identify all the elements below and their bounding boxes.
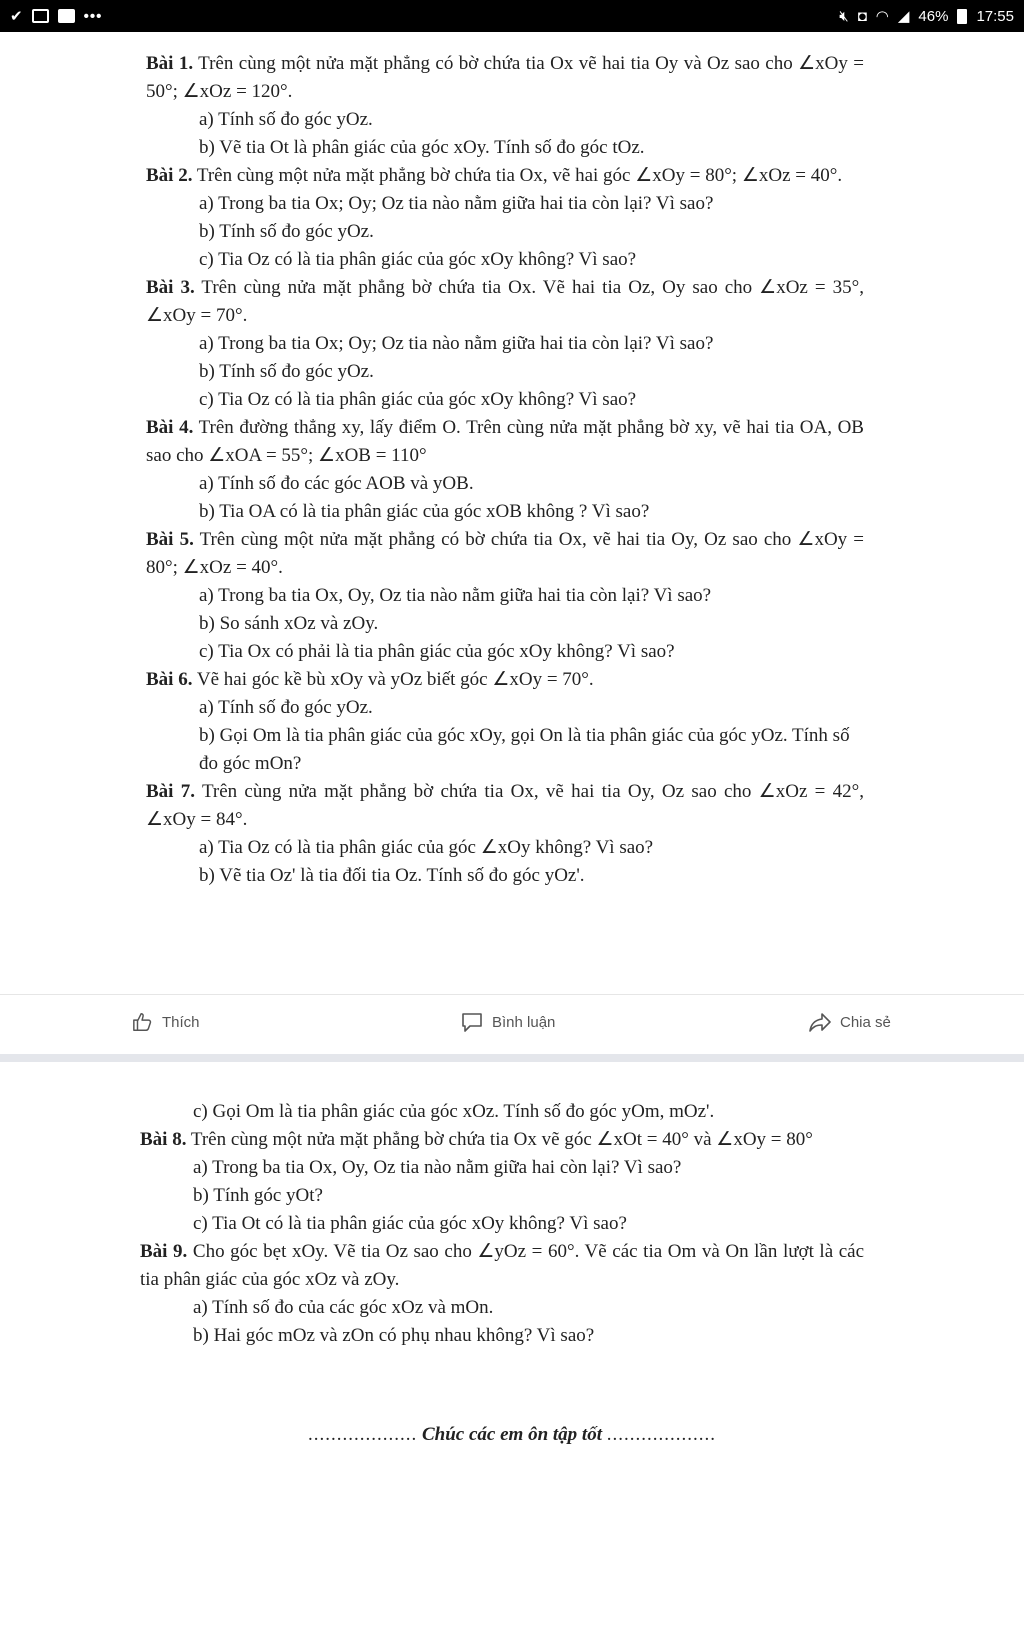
check-icon: ✔ — [10, 8, 23, 25]
gallery-icon — [58, 9, 75, 23]
exercise-text: Trên cùng nửa mặt phẳng bờ chứa tia Ox. Vẽ hai tia Oz, Oy sao cho ∠xOz = 35°, ∠xOy = 70°. — [146, 277, 864, 326]
image-icon — [32, 9, 49, 23]
exercise-text: Trên cùng một nửa mặt phẳng bờ chứa tia Ox vẽ góc ∠xOt = 40° và ∠xOy = 80° — [190, 1129, 813, 1150]
exercise-sub: a) Trong ba tia Ox, Oy, Oz tia nào nằm giữa hai còn lại? Vì sao? — [193, 1157, 682, 1178]
exercise-text: Vẽ hai góc kề bù xOy và yOz biết góc ∠xOy = 70°. — [196, 669, 594, 690]
exercise-sub: a) Tia Oz có là tia phân giác của góc ∠xOy không? Vì sao? — [199, 837, 654, 858]
exercise-sub: b) Tính góc yOt? — [193, 1185, 323, 1206]
share-arrow-icon — [808, 1011, 832, 1033]
exercise-text: Trên cùng một nửa mặt phẳng có bờ chứa tia Ox vẽ hai tia Oy và Oz sao cho ∠xOy = 50°; ∠xOz = 120°. — [146, 53, 865, 102]
exercise-sub: c) Gọi Om là tia phân giác của góc xOz. Tính số đo góc yOm, mOz'. — [193, 1101, 715, 1122]
exercise-text: Trên cùng một nửa mặt phẳng có bờ chứa tia Ox, vẽ hai tia Oy, Oz sao cho ∠xOy = 80°; ∠xOz = 40°. — [146, 529, 864, 578]
exercise-text: Trên đường thẳng xy, lấy điểm O. Trên cùng nửa mặt phẳng bờ xy, vẽ hai tia OA, OB sao cho ∠xOA = 55°; ∠xOB = 110° — [146, 417, 864, 466]
closing-dots-right: ................... — [606, 1424, 716, 1445]
exercise-sub: a) Trong ba tia Ox; Oy; Oz tia nào nằm giữa hai tia còn lại? Vì sao? — [199, 193, 714, 214]
exercise-sub: b) So sánh xOz và zOy. — [199, 613, 379, 634]
exercise-label: Bài 4. — [146, 417, 194, 438]
post-image-part-1 — [0, 50, 1024, 890]
exercise — [146, 162, 864, 190]
exercise — [146, 274, 864, 330]
exercise-sub: b) Hai góc mOz và zOn có phụ nhau không? Vì sao? — [193, 1325, 595, 1346]
exercise-label: Bài 9. — [140, 1241, 188, 1262]
exercise-sub: c) Tia Ox có phải là tia phân giác của góc xOy không? Vì sao? — [199, 641, 675, 662]
exercise-sub: b) Tia OA có là tia phân giác của góc xOB không ? Vì sao? — [199, 501, 650, 522]
exercise-sub: c) Tia Oz có là tia phân giác của góc xOy không? Vì sao? — [199, 249, 637, 270]
like-button[interactable] — [132, 1011, 200, 1033]
exercise-sub: a) Tính số đo các góc AOB và yOB. — [199, 473, 474, 494]
exercise-sub: c) Tia Oz có là tia phân giác của góc xOy không? Vì sao? — [199, 389, 637, 410]
like-label: Thích — [162, 1013, 200, 1031]
exercise-sub: a) Tính số đo của các góc xOz và mOn. — [193, 1297, 494, 1318]
exercise-sub: b) Tính số đo góc yOz. — [199, 221, 374, 242]
exercise-text: Trên cùng một nửa mặt phẳng bờ chứa tia Ox, vẽ hai góc ∠xOy = 80°; ∠xOz = 40°. — [196, 165, 843, 186]
share-label: Chia sẻ — [840, 1013, 891, 1031]
exercise — [146, 526, 864, 582]
exercise — [146, 778, 864, 834]
signal-icon: ◢ — [897, 8, 910, 25]
exercise-label: Bài 3. — [146, 277, 195, 298]
exercise-sub: b) Gọi Om là tia phân giác của góc xOy, gọi On là tia phân giác của góc yOz. Tính số đo góc mOn? — [199, 725, 850, 774]
exercise-sub: b) Vẽ tia Ot là phân giác của góc xOy. Tính số đo góc tOz. — [199, 137, 645, 158]
exercise-label: Bài 2. — [146, 165, 193, 186]
exercise-sub: b) Tính số đo góc yOz. — [199, 361, 374, 382]
exercise-label: Bài 6. — [146, 669, 193, 690]
exercise-sub: a) Tính số đo góc yOz. — [199, 697, 373, 718]
exercise-label: Bài 8. — [140, 1129, 187, 1150]
exercise — [146, 50, 864, 106]
closing-message — [0, 1424, 1024, 1446]
exercise-label: Bài 1. — [146, 53, 194, 74]
mute-icon: 🔇︎ — [839, 7, 849, 25]
share-button[interactable] — [808, 1011, 891, 1033]
thumbs-up-icon — [132, 1011, 154, 1033]
more-notifications-icon: ••• — [83, 7, 103, 25]
comment-label: Bình luận — [492, 1013, 556, 1031]
wifi-icon: ◠ — [875, 8, 889, 25]
post-action-bar — [0, 994, 1024, 1054]
exercise-sub: a) Trong ba tia Ox, Oy, Oz tia nào nằm giữa hai tia còn lại? Vì sao? — [199, 585, 712, 606]
post-image-part-2 — [0, 1098, 1024, 1350]
exercise — [140, 1238, 864, 1294]
exercise-text: Cho góc bẹt xOy. Vẽ tia Oz sao cho ∠yOz = 60°. Vẽ các tia Om và On lần lượt là các tia phân giác của góc xOz và zOy. — [140, 1241, 865, 1290]
post-divider — [0, 1054, 1024, 1062]
exercise — [146, 414, 864, 470]
closing-dots-left: ................... — [308, 1424, 418, 1445]
nfc-icon: ◘ — [857, 7, 867, 25]
exercise-sub: a) Tính số đo góc yOz. — [199, 109, 373, 130]
comment-bubble-icon — [460, 1011, 484, 1033]
exercise — [140, 1126, 864, 1154]
exercise-sub: a) Trong ba tia Ox; Oy; Oz tia nào nằm giữa hai tia còn lại? Vì sao? — [199, 333, 714, 354]
status-bar — [0, 0, 1024, 32]
exercise-sub: c) Tia Ot có là tia phân giác của góc xOy không? Vì sao? — [193, 1213, 627, 1234]
closing-text: Chúc các em ôn tập tốt — [422, 1424, 602, 1445]
exercise-text: Trên cùng nửa mặt phẳng bờ chứa tia Ox, vẽ hai tia Oy, Oz sao cho ∠xOz = 42°, ∠xOy = 84°. — [146, 781, 864, 830]
exercise — [146, 666, 864, 694]
exercise-label: Bài 7. — [146, 781, 195, 802]
exercise-label: Bài 5. — [146, 529, 194, 550]
exercise-sub: b) Vẽ tia Oz' là tia đối tia Oz. Tính số đo góc yOz'. — [199, 865, 585, 886]
battery-icon — [957, 9, 967, 24]
comment-button[interactable] — [460, 1011, 555, 1033]
clock: 17:55 — [976, 7, 1014, 25]
battery-percent: 46% — [918, 7, 949, 25]
